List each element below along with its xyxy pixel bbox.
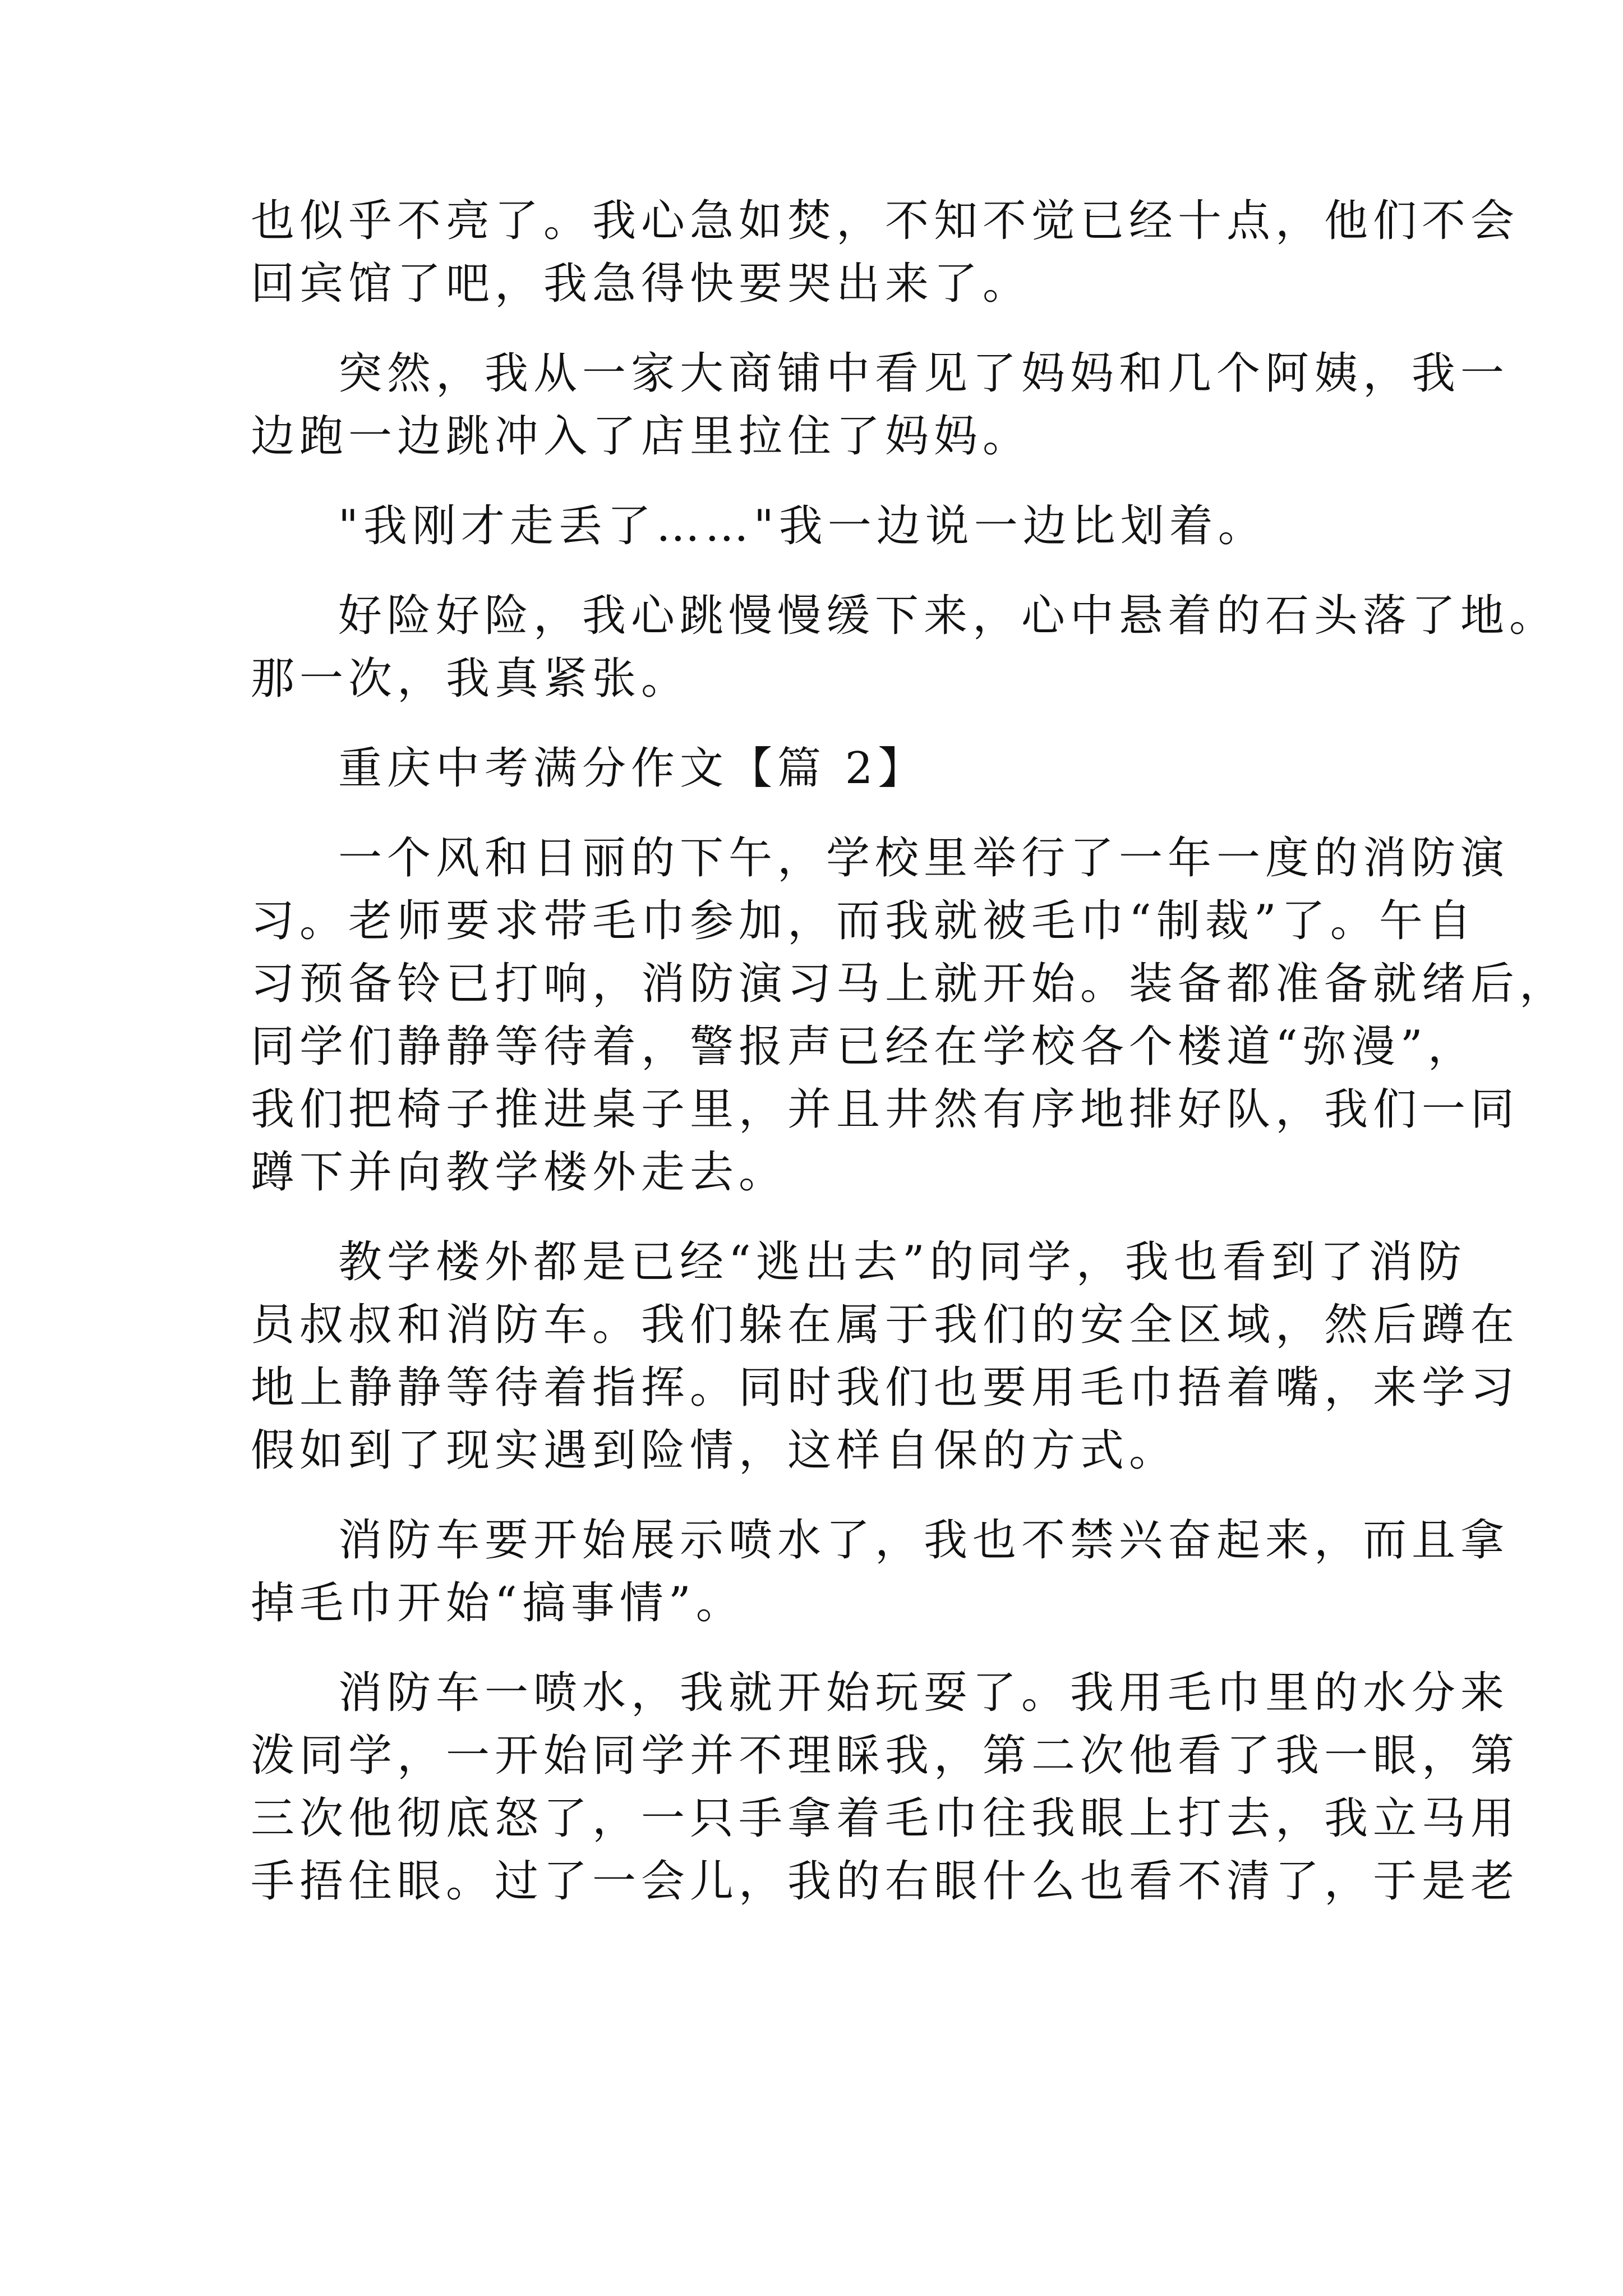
- text-line: 手捂住眼。过了一会儿，我的右眼什么也看不清了，于是老: [251, 1856, 1520, 1907]
- text-line: 习预备铃已打响，消防演习马上就开始。装备都准备就绪后，: [251, 959, 1569, 1009]
- essay-text: [251, 190, 1569, 1913]
- text-line: 掉毛巾开始“搞事情”。: [251, 1578, 745, 1628]
- text-line: 一个风和日丽的下午，学校里举行了一年一度的消防演: [338, 833, 1510, 884]
- text-line: 消防车一喷水，我就开始玩耍了。我用毛巾里的水分来: [338, 1668, 1510, 1718]
- text-line: 教学楼外都是已经“逃出去”的同学，我也看到了消防: [338, 1237, 1467, 1287]
- text-line: 回宾馆了吧，我急得快要哭出来了。: [251, 259, 1032, 309]
- text-line: 消防车要开始展示喷水了，我也不禁兴奋起来，而且拿: [338, 1515, 1510, 1566]
- section-heading: 重庆中考满分作文【篇 2】: [338, 743, 927, 794]
- text-line: 我们把椅子推进桌子里，并且井然有序地排好队，我们一同: [251, 1084, 1520, 1135]
- text-line: 边跑一边跳冲入了店里拉住了妈妈。: [251, 411, 1032, 462]
- text-line: 蹲下并向教学楼外走去。: [251, 1147, 788, 1198]
- text-line: 地上静静等待着指挥。同时我们也要用毛巾捂着嘴，来学习: [251, 1363, 1520, 1413]
- text-line: 突然，我从一家大商铺中看见了妈妈和几个阿姨，我一: [338, 348, 1510, 399]
- text-line: 习。老师要求带毛巾参加，而我就被毛巾“制裁”了。午自: [251, 896, 1477, 946]
- text-line: 假如到了现实遇到险情，这样自保的方式。: [251, 1425, 1178, 1476]
- text-line: 好险好险，我心跳慢慢缓下来，心中悬着的石头落了地。: [338, 591, 1559, 641]
- text-line: 泼同学，一开始同学并不理睬我，第二次他看了我一眼，第: [251, 1731, 1520, 1781]
- text-line: "我刚才走丢了……"我一边说一边比划着。: [338, 501, 1267, 551]
- text-line: 那一次，我真紧张。: [251, 654, 690, 704]
- text-line: 同学们静静等待着，警报声已经在学校各个楼道“弥漫”，: [251, 1022, 1477, 1072]
- text-line: 三次他彻底怒了，一只手拿着毛巾往我眼上打去，我立马用: [251, 1793, 1520, 1844]
- text-line: 也似乎不亮了。我心急如焚，不知不觉已经十点，他们不会: [251, 196, 1520, 246]
- text-line: 员叔叔和消防车。我们躲在属于我们的安全区域，然后蹲在: [251, 1300, 1520, 1350]
